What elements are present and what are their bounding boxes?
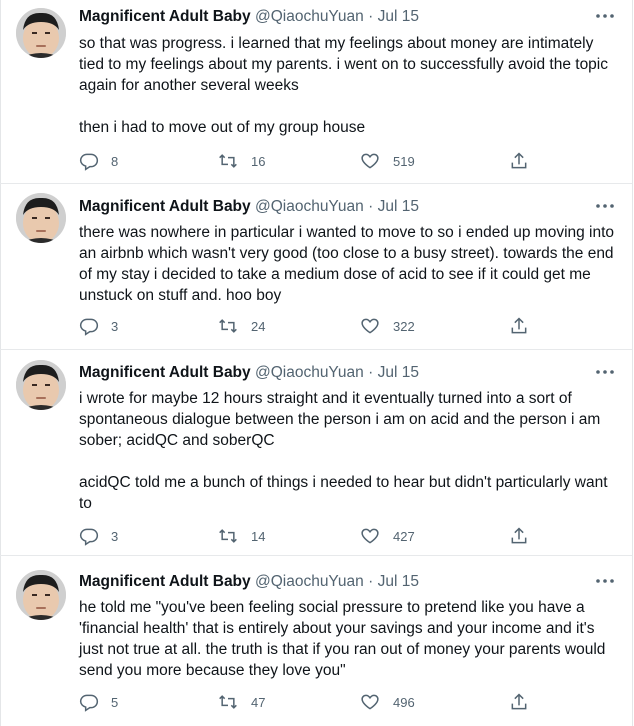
author-handle[interactable]: @QiaochuYuan [254,8,364,25]
reply-count: 3 [111,528,119,544]
share-button[interactable] [509,316,529,336]
heart-icon [359,151,381,171]
author-name[interactable]: Magnificent Adult Baby [79,8,251,25]
share-button[interactable] [509,692,529,712]
like-count: 322 [393,318,415,334]
tweet-text [79,222,621,306]
avatar[interactable] [16,8,66,58]
avatar[interactable] [16,570,66,620]
tweet[interactable] [0,556,632,726]
author-name[interactable]: Magnificent Adult Baby [79,198,251,215]
author-handle[interactable]: @QiaochuYuan [254,364,364,381]
retweet-button[interactable] [217,151,265,171]
like-button[interactable] [359,526,415,546]
reply-count: 8 [111,153,119,169]
tweet-paragraph: he told me "you've been feeling social pressure to pretend like you have a 'financial health' that is entirely about your savings and your income and it's just not true at all. the truth is that if you ran out of money your parents would send you more because they love you" [79,599,606,679]
tweet[interactable] [0,0,632,184]
author-handle[interactable]: @QiaochuYuan [254,573,364,590]
tweet-text [79,597,621,681]
tweet-text [79,33,621,138]
share-button[interactable] [509,151,529,171]
reply-button[interactable] [79,316,118,336]
share-icon [509,316,529,336]
avatar[interactable] [16,360,66,410]
tweet-actions [79,316,539,336]
retweet-count: 24 [251,318,266,334]
tweet-date[interactable]: Jul 15 [377,573,419,590]
reply-button[interactable] [79,692,118,712]
separator-dot: · [368,364,374,381]
avatar[interactable] [16,193,66,243]
tweet-actions [79,151,539,171]
retweet-icon [217,316,239,336]
reply-icon [79,151,99,171]
reply-button[interactable] [79,526,118,546]
more-icon[interactable] [594,364,616,380]
tweet-text [79,388,621,514]
retweet-count: 16 [251,153,266,169]
author-name[interactable]: Magnificent Adult Baby [79,573,251,590]
reply-icon [79,526,99,546]
share-icon [509,151,529,171]
author-handle[interactable]: @QiaochuYuan [254,198,364,215]
tweet-actions [79,526,539,546]
share-icon [509,526,529,546]
tweet-paragraph: there was nowhere in particular i wanted to move to so i ended up moving into an airbnb which wasn't very good (too close to a busy street). towards the end of my stay i decided to take a medium dose of acid to see if it could get me unstuck on stuff and. hoo boy [79,224,615,304]
retweet-count: 14 [251,528,266,544]
heart-icon [359,316,381,336]
retweet-button[interactable] [217,526,265,546]
tweet-actions [79,692,539,712]
tweet-paragraph: so that was progress. i learned that my feelings about money are intimately tied to my feelings about my parents. i went on to successfully avoid the topic again for another several weeks [79,35,608,94]
like-button[interactable] [359,151,415,171]
tweet-paragraph: acidQC told me a bunch of things i needed to hear but didn't particularly want to [79,474,608,512]
reply-count: 3 [111,318,119,334]
separator-dot: · [368,573,374,590]
tweet[interactable] [0,184,632,350]
retweet-button[interactable] [217,316,265,336]
share-button[interactable] [509,526,529,546]
tweet[interactable] [0,350,632,556]
tweet-paragraph: then i had to move out of my group house [79,119,366,136]
separator-dot: · [368,198,374,215]
like-count: 519 [393,153,415,169]
tweet-date[interactable]: Jul 15 [377,364,419,381]
more-icon[interactable] [594,573,616,589]
timeline-right-border [632,0,633,726]
like-count: 427 [393,528,415,544]
heart-icon [359,692,381,712]
heart-icon [359,526,381,546]
retweet-icon [217,692,239,712]
more-icon[interactable] [594,198,616,214]
author-name[interactable]: Magnificent Adult Baby [79,364,251,381]
tweet-date[interactable]: Jul 15 [377,8,419,25]
like-count: 496 [393,694,415,710]
retweet-icon [217,151,239,171]
tweet-date[interactable]: Jul 15 [377,198,419,215]
retweet-icon [217,526,239,546]
retweet-count: 47 [251,694,266,710]
reply-icon [79,316,99,336]
share-icon [509,692,529,712]
reply-icon [79,692,99,712]
retweet-button[interactable] [217,692,265,712]
separator-dot: · [368,8,374,25]
tweet-paragraph: i wrote for maybe 12 hours straight and it eventually turned into a sort of spontaneous dialogue between the person i am on acid and the person i am sober; acidQC and soberQC [79,390,601,449]
reply-button[interactable] [79,151,118,171]
more-icon[interactable] [594,8,616,24]
like-button[interactable] [359,316,415,336]
like-button[interactable] [359,692,415,712]
reply-count: 5 [111,694,119,710]
